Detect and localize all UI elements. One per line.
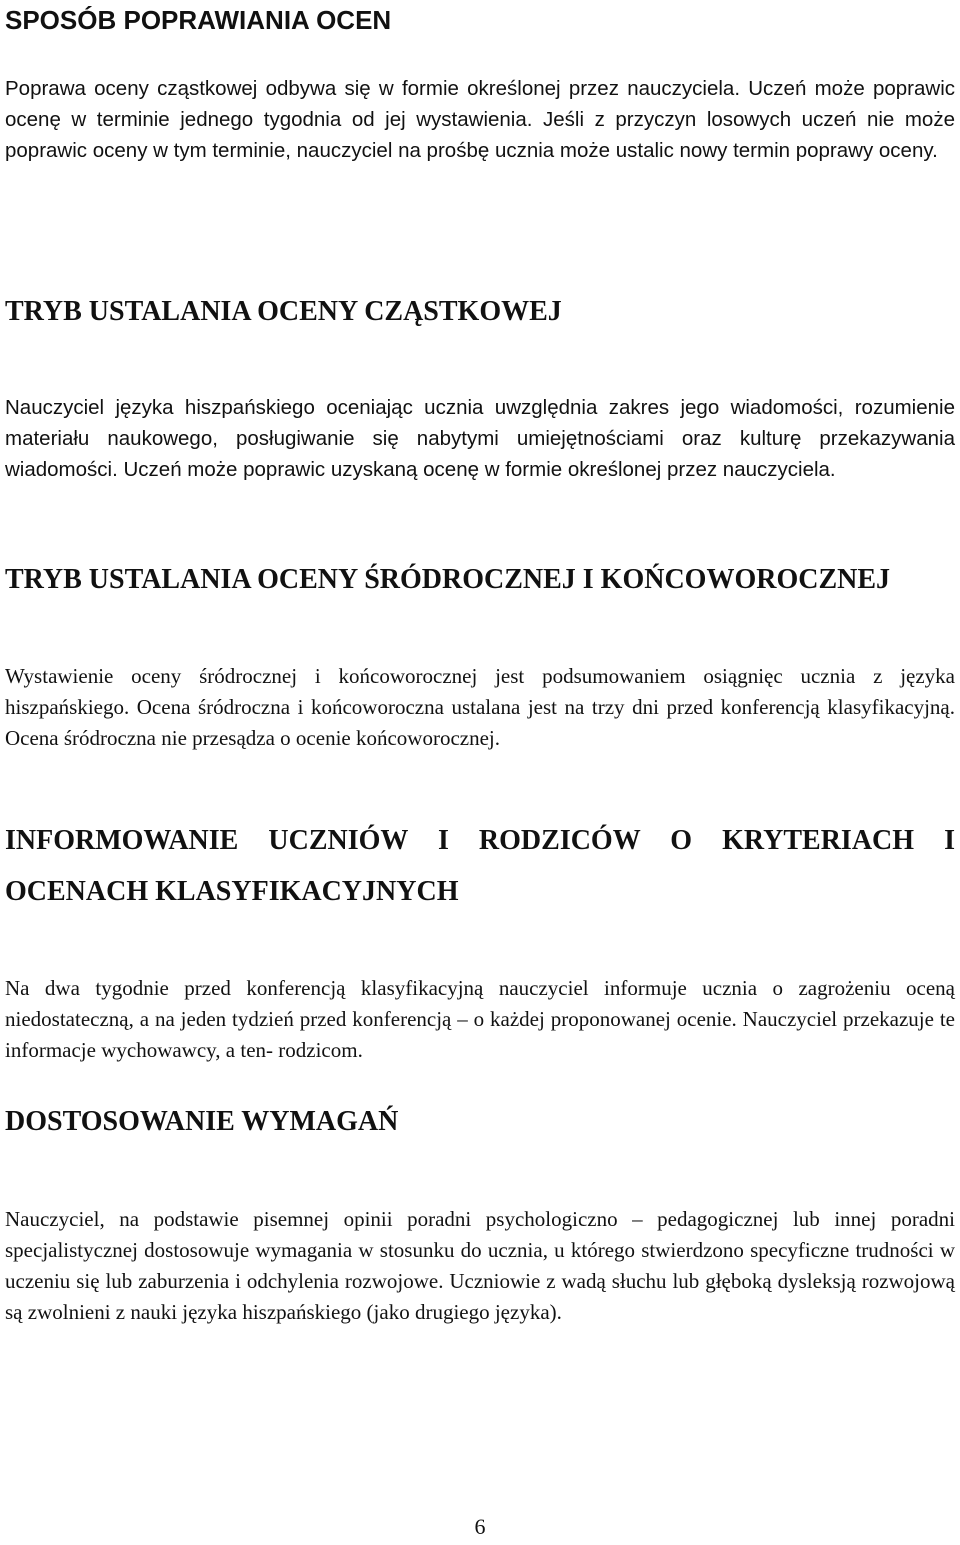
page-number: 6 — [474, 1514, 486, 1539]
section-czastkowa — [5, 296, 955, 328]
section-paragraph: Nauczyciel języka hiszpańskiego oceniając ucznia uwzględnia zakres jego wiadomości, rozumienie materiału naukowego, posługiwanie się nabytymi umiejętnościami oraz kulturę przekazywania wiadomości. Uczeń może poprawic uzyskaną ocenę w formie określonej przez nauczyciela. — [5, 396, 955, 481]
section-srodroczna-body — [5, 661, 955, 754]
section-dostosowanie — [5, 1106, 955, 1138]
section-czastkowa-body — [5, 392, 955, 485]
section-poprawianie — [5, 5, 955, 35]
section-title: TRYB USTALANIA OCENY CZĄSTKOWEJ — [5, 296, 562, 327]
section-dostosowanie-body — [5, 1204, 955, 1328]
section-title: SPOSÓB POPRAWIANIA OCEN — [5, 5, 392, 35]
section-informowanie-body — [5, 973, 955, 1066]
section-title: DOSTOSOWANIE WYMAGAŃ — [5, 1106, 399, 1137]
section-title: INFORMOWANIE UCZNIÓW I RODZICÓW O KRYTERIACH I OCENACH KLASYFIKACYJNYCH — [5, 825, 955, 907]
section-paragraph: Poprawa oceny cząstkowej odbywa się w formie określonej przez nauczyciela. Uczeń może poprawic ocenę w terminie jednego tygodnia od jej wystawienia. Jeśli z przyczyn losowych uczeń nie może poprawic oceny w tym terminie, nauczyciel na prośbę ucznia może ustalic nowy termin poprawy oceny. — [5, 77, 955, 162]
section-paragraph: Na dwa tygodnie przed konferencją klasyfikacyjną nauczyciel informuje ucznia o zagrożeniu oceną niedostateczną, a na jeden tydzień przed konferencją – o każdej proponowanej ocenie. Nauczyciel przekazuje te informacje wychowawcy, a ten- rodzicom. — [5, 976, 955, 1062]
section-poprawianie-body — [5, 73, 955, 166]
section-title: TRYB USTALANIA OCENY ŚRÓDROCZNEJ I KOŃCOWOROCZNEJ — [5, 564, 891, 595]
section-paragraph: Nauczyciel, na podstawie pisemnej opinii poradni psychologiczno – pedagogicznej lub innej poradni specjalistycznej dostosowuje wymagania w stosunku do ucznia, u którego stwierdzono specyficzne trudności w uczeniu się lub zaburzenia i odchylenia rozwojowe. Uczniowie z wadą słuchu lub głęboką dysleksją rozwojową są zwolnieni z nauki języka hiszpańskiego (jako drugiego języka). — [5, 1207, 955, 1324]
section-srodroczna — [5, 564, 955, 596]
section-informowanie — [5, 815, 955, 917]
section-paragraph: Wystawienie oceny śródrocznej i końcoworocznej jest podsumowaniem osiągnięc ucznia z języka hiszpańskiego. Ocena śródroczna i końcoworoczna ustalana jest na trzy dni przed konferencją klasyfikacyjną. Ocena śródroczna nie przesądza o ocenie końcoworocznej. — [5, 664, 955, 750]
